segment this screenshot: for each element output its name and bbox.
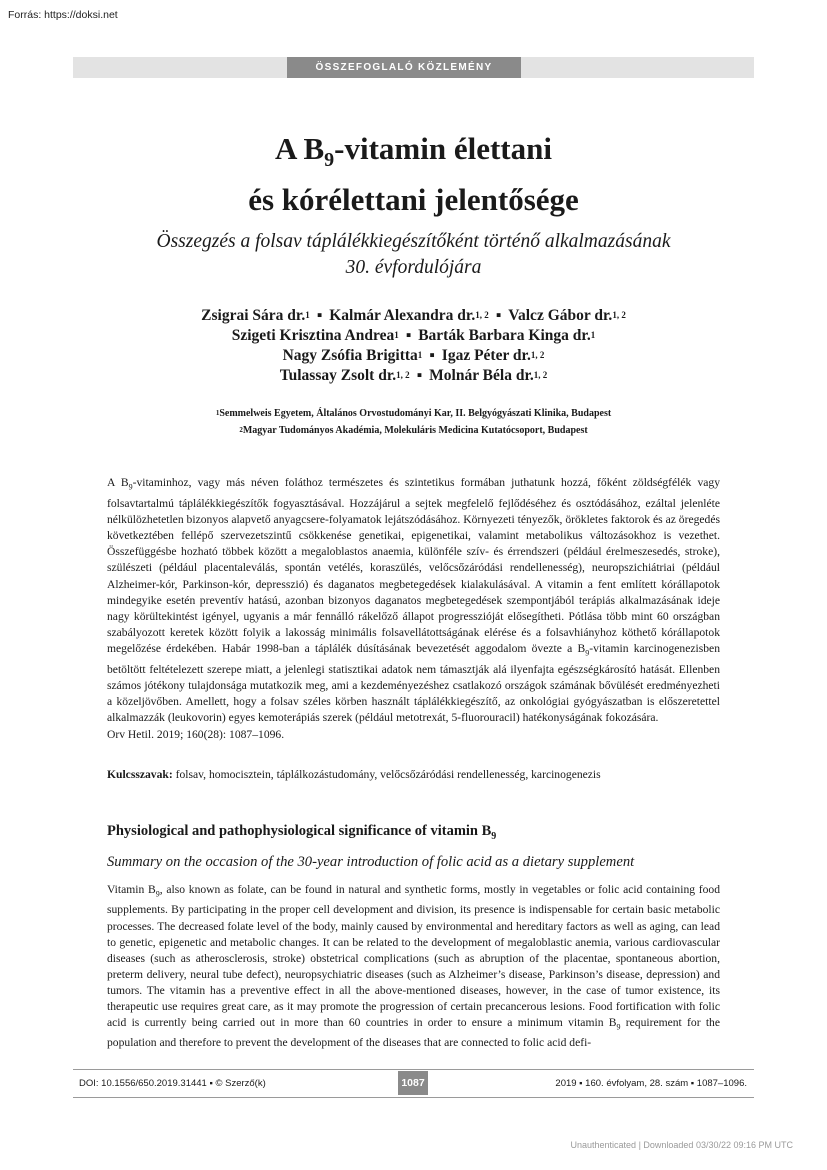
author-affiliation-marker: 1, 2 [530,350,545,360]
author-name: Zsigrai Sára dr. [201,307,306,324]
author-line [73,346,754,366]
article-title [73,129,754,219]
author-name: Molnár Béla dr. [429,367,534,384]
author-list [73,306,754,386]
author-affiliation-marker: 1 [590,330,596,340]
affiliation-1: $^1$Semmelweis Egyetem, Általános Orvostudományi Kar, II. Belgyógyászati Klinika, Budapest [215,408,612,419]
author-name: Barták Barbara Kinga dr. [418,327,591,344]
source-url: Forrás: https://doksi.net [8,9,118,21]
abstract-hungarian: A $B_9$-vitaminhoz, vagy más néven foláthoz természetes és szintetikus formában juthatunk hozzá, főként zöldségfélék vagy folsavtartalmú táplálékkiegészítők fogyasztásával. Hozzájárul a sejtek megfelelő fejlődéséhez és osztódásához, ezáltal jelenléte nélkülözhetetlen bizonyos alapvető anyagcsere-folyamatok lejátszódásához. Környezeti tényezők, örökletes faktorok és az öregedés következtében fellépő szervezetszintű csökkenése genetikai, epigenetikai, valamint metabolikus változásokhoz is vezethet. Összefüggésbe hozható többek között a megaloblastos anaemia, különféle szív- és érrendszeri (például érelmeszesedés, stroke), szülészeti (például placentaleválás, spontán vetélés, koraszülés, velőcsőzáródási rendellenesség), neuropszichiátriai (például Alzheimer-kór, Parkinson-kór, depresszió) és daganatos megbetegedések kialakulásával. A vitamin a fent említett kórállapotok mindegyike esetén preventív hatású, azonban bizonyos daganatos megbetegedések szempontjából terápiás alkalmazásának ideje nagy körültekintést igényel, ugyanis a már fennálló rákelőző állapot progresszióját elősegítheti. Pótlása több mint 60 országban szabályozott keretek között folyik a lakosság minimális folsavellátottságának elérése és a folsavhiányhoz köthető kórállapotok megelőzése érdekében. Habár 1998-ban a táplálék dúsításának bevezetését aggodalom övezte a $B_9$-vitamin karcinogenezisben betöltött feltételezett szerepe miatt, a jelenlegi statisztikai adatok nem támasztják alá ilyenfajta egészségkárosító hatását. Ellenben számos jótékony tulajdonsága mutatkozik meg, ami a kezdeményezéshez csatlakozó országok számának bővülését eredményezheti a közeljövőben. Amellett, hogy a folsav széles körben használt táplálékkiegészítő, az onkológiai gyógyászatban is előszeretettel alkalmazzák (leukovorin) egyes kemoterápiás szerek (például metotrexát, 5-fluorouracil) hatékonyságának fokozására. Orv Hetil. 2019; 160(28): 1087–1096. [107,475,720,743]
author-line [73,326,754,346]
author-affiliation-marker: 1, 2 [612,310,626,320]
footer-doi: DOI: 10.1556/650.2019.31441 ▪ © Szerző(k) [79,1078,266,1089]
author-name: Igaz Péter dr. [441,347,531,364]
author-affiliation-marker: 1, 2 [475,310,489,320]
keywords: Kulcsszavak: folsav, homocisztein, táplálkozástudomány, velőcsőzáródási rendellenesség, karcinogenezis [107,768,601,781]
section-label: ÖSSZEFOGLALÓ KÖZLEMÉNY [287,57,521,78]
title-line-2: és kórélettani jelentősége [248,182,579,218]
title-line-1: A $B_9$-vitamin élettani [275,131,552,172]
author-affiliation-marker: 1, 2 [533,370,548,380]
page-number: 1087 [398,1071,428,1095]
abstract-english: Vitamin $B_9$, also known as folate, can be found in natural and synthetic forms, mostly in vegetables or folic acid containing food supplements. By participating in the proper cell development and division, its presence is indispensable for certain basic metabolic processes. The decreased folate level of the body, mainly caused by environmental and hereditary factors as well as aging, can lead to genetic, epigenetic and metabolic changes. It can be related to the development of megaloblastic anemia, various cardiovascular diseases (such as atherosclerosis, stroke) obstetrical complications (such as abruption of the placentae, spontaneous abortion, preterm delivery, neural tube defect), neuropsychiatric diseases (such as Alzheimer’s disease, Parkinson’s disease, depression) and tumors. The vitamin has a preventive effect in all the above-mentioned diseases, however, in the case of tumor existence, its therapeutic use requires great care, as it may promote the progression of certain precancerous lesions. Food fortification with folic acid is currently being carried out in more than 60 countries in order to ensure a minimum vitamin $B_9$ requirement for the population and therefore to prevent the development of the diseases that are connected to folic acid defi- [107,883,721,1050]
author-name: Szigeti Krisztina Andrea [231,327,395,344]
english-subtitle: Summary on the occasion of the 30-year introduction of folic acid as a dietary supplement [107,854,635,870]
author-separator: ▪ [316,307,323,324]
author-separator: ▪ [495,307,502,324]
download-note: Unauthenticated | Downloaded 03/30/22 09:16 PM UTC [570,1140,793,1150]
english-title: Physiological and pathophysiological significance of vitamin $B_9$ [107,823,497,842]
author-line [73,366,754,386]
author-affiliation-marker: 1, 2 [396,370,410,380]
affiliation-2: $^2$Magyar Tudományos Akadémia, Molekuláris Medicina Kutatócsoport, Budapest [239,425,588,436]
author-affiliation-marker: 1 [417,350,423,360]
affiliations [73,405,754,439]
author-separator: ▪ [416,367,423,384]
author-line [73,306,754,326]
author-affiliation-marker: 1 [305,310,310,320]
footer-rule-bottom [73,1097,754,1098]
citation: Orv Hetil. 2019; 160(28): 1087–1096. [107,727,285,741]
author-name: Tulassay Zsolt dr. [279,367,397,384]
article-subtitle: Összegzés a folsav táplálékkiegészítőként történő alkalmazásának 30. évfordulójára [156,231,671,278]
author-separator: ▪ [405,327,412,344]
author-name: Kalmár Alexandra dr. [329,307,476,324]
author-name: Valcz Gábor dr. [508,307,613,324]
author-separator: ▪ [429,347,435,364]
author-name: Nagy Zsófia Brigitta [282,347,418,364]
footer-rule-top [73,1069,754,1070]
footer-issue: 2019 ▪ 160. évfolyam, 28. szám ▪ 1087–1096. [555,1078,747,1089]
author-affiliation-marker: 1 [394,330,399,340]
